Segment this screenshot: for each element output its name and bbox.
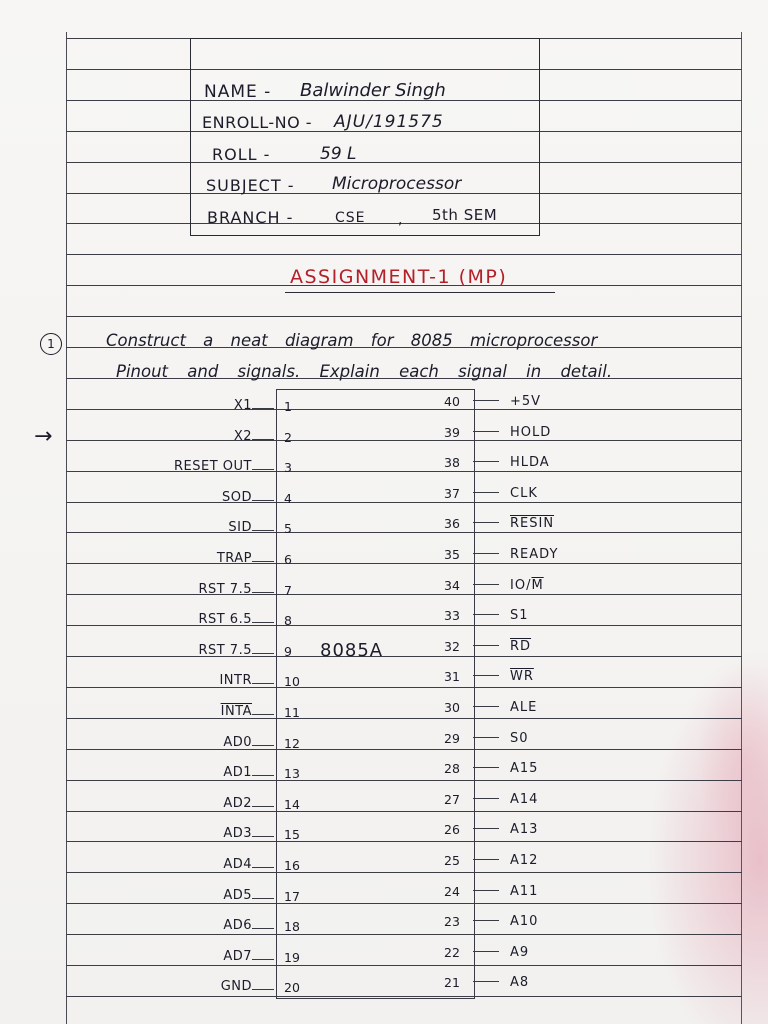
chip-label: 8085A xyxy=(320,640,384,661)
pin-right-lead xyxy=(473,553,499,554)
pin-right-label: A8 xyxy=(510,975,530,991)
pin-left-lead xyxy=(252,592,274,593)
pin-left-label: AD6 xyxy=(223,918,252,934)
pin-right-number: 35 xyxy=(444,547,460,562)
pin-left-label: RST 7.5 xyxy=(198,581,252,597)
pin-left-label: RST 6.5 xyxy=(198,612,252,628)
pin-left-label: INTA xyxy=(220,704,252,719)
pin-right-label: $\overline{RD}$ xyxy=(510,638,532,654)
pin-right-label: S1 xyxy=(510,608,529,624)
pin-left-label: RESET OUT xyxy=(174,459,252,475)
pin-left-label: SOD xyxy=(222,489,252,505)
pin-right-number: 38 xyxy=(444,455,460,471)
pin-right-number: 24 xyxy=(444,883,460,899)
pin-left-number: 14 xyxy=(284,796,300,812)
chip-8085-outline xyxy=(276,389,475,999)
pin-left-number: 1 xyxy=(284,399,292,414)
title-underline xyxy=(285,292,555,293)
pin-left-number: 20 xyxy=(284,980,300,996)
pin-right-label: $\overline{WR}$ xyxy=(510,669,534,685)
pin-right-number: 27 xyxy=(444,791,460,807)
pin-left-lead xyxy=(252,989,274,990)
question-number: 1 xyxy=(40,333,62,355)
pin-right-label xyxy=(510,578,544,593)
pin-right-lead xyxy=(473,431,499,432)
pin-right-lead xyxy=(473,981,499,982)
pin-left-number: 13 xyxy=(284,766,300,782)
pin-right-number: 40 xyxy=(444,394,460,409)
pin-left-number: 17 xyxy=(284,888,300,904)
pin-right-number: 31 xyxy=(444,669,460,685)
pin-right-lead xyxy=(473,859,499,860)
pin-left-label: AD2 xyxy=(223,795,252,811)
pin-right-label: HLDA xyxy=(510,455,550,471)
pin-right-lead xyxy=(473,522,499,523)
pin-left-label: INTR xyxy=(219,673,252,689)
pin-right-label: HOLD xyxy=(510,424,552,440)
roll-label: ROLL - xyxy=(212,145,271,164)
roll-value: 59 L xyxy=(320,144,357,164)
pin-left-lead xyxy=(252,683,274,684)
pin-right-number: 30 xyxy=(444,700,460,715)
pin-left-label: X2 xyxy=(233,428,252,444)
pin-right-label: ALE xyxy=(510,700,538,715)
pin-left-lead xyxy=(252,500,274,501)
pin-left-lead xyxy=(252,561,274,562)
pin-left-lead xyxy=(252,530,274,531)
pin-right-lead xyxy=(473,675,499,676)
name-label: NAME - xyxy=(204,82,272,102)
pin-right-lead xyxy=(473,828,499,829)
branch-value: CSE xyxy=(335,210,366,226)
pin-right-lead xyxy=(473,798,499,799)
pin-left-lead xyxy=(252,745,274,746)
pin-right-label: S0 xyxy=(510,730,529,746)
pin-left-number: 7 xyxy=(284,582,292,598)
pin-left-number: 19 xyxy=(284,949,300,965)
arrow-marker: → xyxy=(34,424,53,449)
pin-right-number: 29 xyxy=(444,730,460,746)
pin-right-number: 28 xyxy=(444,761,460,777)
enroll-label: ENROLL-NO - xyxy=(202,113,313,132)
pin-left-lead xyxy=(252,653,274,654)
pin-left-label: X1 xyxy=(233,398,252,413)
pin-right-lead xyxy=(473,890,499,891)
pin-left-label: AD4 xyxy=(223,857,252,872)
question-line-1: Construct a neat diagram for 8085 microprocessor xyxy=(106,331,598,350)
pin-right-lead xyxy=(473,584,499,585)
pin-left-lead xyxy=(252,469,274,470)
pin-right-number: 26 xyxy=(444,822,460,838)
pin-right-number: 21 xyxy=(444,975,460,991)
pin-left-lead xyxy=(252,408,274,409)
pin-left-number: 16 xyxy=(284,858,300,873)
pin-left-number: 10 xyxy=(284,674,300,690)
pin-left-lead xyxy=(252,714,274,715)
branch-separator: , xyxy=(398,212,403,228)
pin-left-label: AD1 xyxy=(223,765,252,781)
margin-line xyxy=(66,32,67,1024)
pin-right-number: 36 xyxy=(444,516,460,532)
pin-left-number: 12 xyxy=(284,735,300,751)
pin-right-number: 34 xyxy=(444,577,460,593)
pin-right-number: 33 xyxy=(444,608,460,624)
pin-left-lead xyxy=(252,622,274,623)
semester-value: 5th SEM xyxy=(432,206,498,224)
pin-right-label: A10 xyxy=(510,914,539,930)
question-line-2: Pinout and signals. Explain each signal in detail. xyxy=(116,362,613,381)
pin-left-lead xyxy=(252,439,274,440)
pin-right-label: +5V xyxy=(510,394,542,409)
pin-left-number: 3 xyxy=(284,460,292,476)
pin-left-number: 2 xyxy=(284,429,292,445)
enroll-value: AJU/191575 xyxy=(334,112,444,132)
pin-right-lead xyxy=(473,767,499,768)
pin-right-label: READY xyxy=(510,547,559,562)
pin-right-lead xyxy=(473,737,499,738)
pin-left-label: AD3 xyxy=(223,826,252,842)
subject-value: Microprocessor xyxy=(332,174,462,194)
pin-right-label: A12 xyxy=(510,853,539,868)
pin-left-lead xyxy=(252,928,274,929)
pin-right-label-overlined: $\overline{M}$ xyxy=(531,577,544,593)
pin-left-label: GND xyxy=(220,979,252,995)
pin-left-number: 6 xyxy=(284,552,292,567)
pin-right-lead xyxy=(473,492,499,493)
pin-left-number: 11 xyxy=(284,705,300,720)
pin-right-lead xyxy=(473,706,499,707)
pin-left-lead xyxy=(252,898,274,899)
pin-left-label: AD5 xyxy=(223,887,252,903)
pin-left-label: SID xyxy=(228,520,252,536)
pin-right-label: A9 xyxy=(510,944,530,960)
pin-right-label: A15 xyxy=(510,761,539,777)
pin-left-number: 15 xyxy=(284,827,300,843)
name-value: Balwinder Singh xyxy=(300,80,446,101)
pin-right-label: RESIN xyxy=(510,516,555,532)
right-border-line xyxy=(741,32,742,1024)
pin-left-label: RST 7.5 xyxy=(198,642,252,658)
pin-right-label: A11 xyxy=(510,883,539,899)
pin-right-lead xyxy=(473,461,499,462)
pin-right-label: CLK xyxy=(510,485,538,501)
pin-left-lead xyxy=(252,775,274,776)
pin-left-label: TRAP xyxy=(216,551,252,566)
pin-right-lead xyxy=(473,951,499,952)
pin-left-number: 18 xyxy=(284,919,300,935)
subject-label: SUBJECT - xyxy=(206,176,295,195)
pin-left-lead xyxy=(252,959,274,960)
branch-label: BRANCH - xyxy=(207,208,294,227)
pin-right-lead xyxy=(473,645,499,646)
pin-right-number: 39 xyxy=(444,424,460,440)
pin-left-number: 8 xyxy=(284,613,292,629)
pin-left-number: 9 xyxy=(284,643,292,659)
pin-right-lead xyxy=(473,400,499,401)
pin-left-number: 4 xyxy=(284,490,292,506)
pin-left-lead xyxy=(252,806,274,807)
pin-left-number: 5 xyxy=(284,521,292,537)
pin-right-lead xyxy=(473,920,499,921)
pin-right-number: 32 xyxy=(444,638,460,654)
pin-right-label: A13 xyxy=(510,822,539,838)
pin-right-number: 23 xyxy=(444,914,460,930)
pin-left-lead xyxy=(252,867,274,868)
pin-right-number: 37 xyxy=(444,485,460,501)
pin-right-lead xyxy=(473,614,499,615)
pin-left-label: AD7 xyxy=(223,948,252,964)
ruled-line xyxy=(66,316,742,317)
pin-left-label: AD0 xyxy=(223,734,252,750)
pin-right-number: 25 xyxy=(444,853,460,868)
pin-right-number: 22 xyxy=(444,944,460,960)
pin-right-label-part: IO/ xyxy=(510,577,532,593)
ruled-line xyxy=(66,254,742,255)
pin-left-lead xyxy=(252,836,274,837)
pin-right-label: A14 xyxy=(510,791,539,807)
assignment-title: ASSIGNMENT-1 (MP) xyxy=(290,266,508,288)
